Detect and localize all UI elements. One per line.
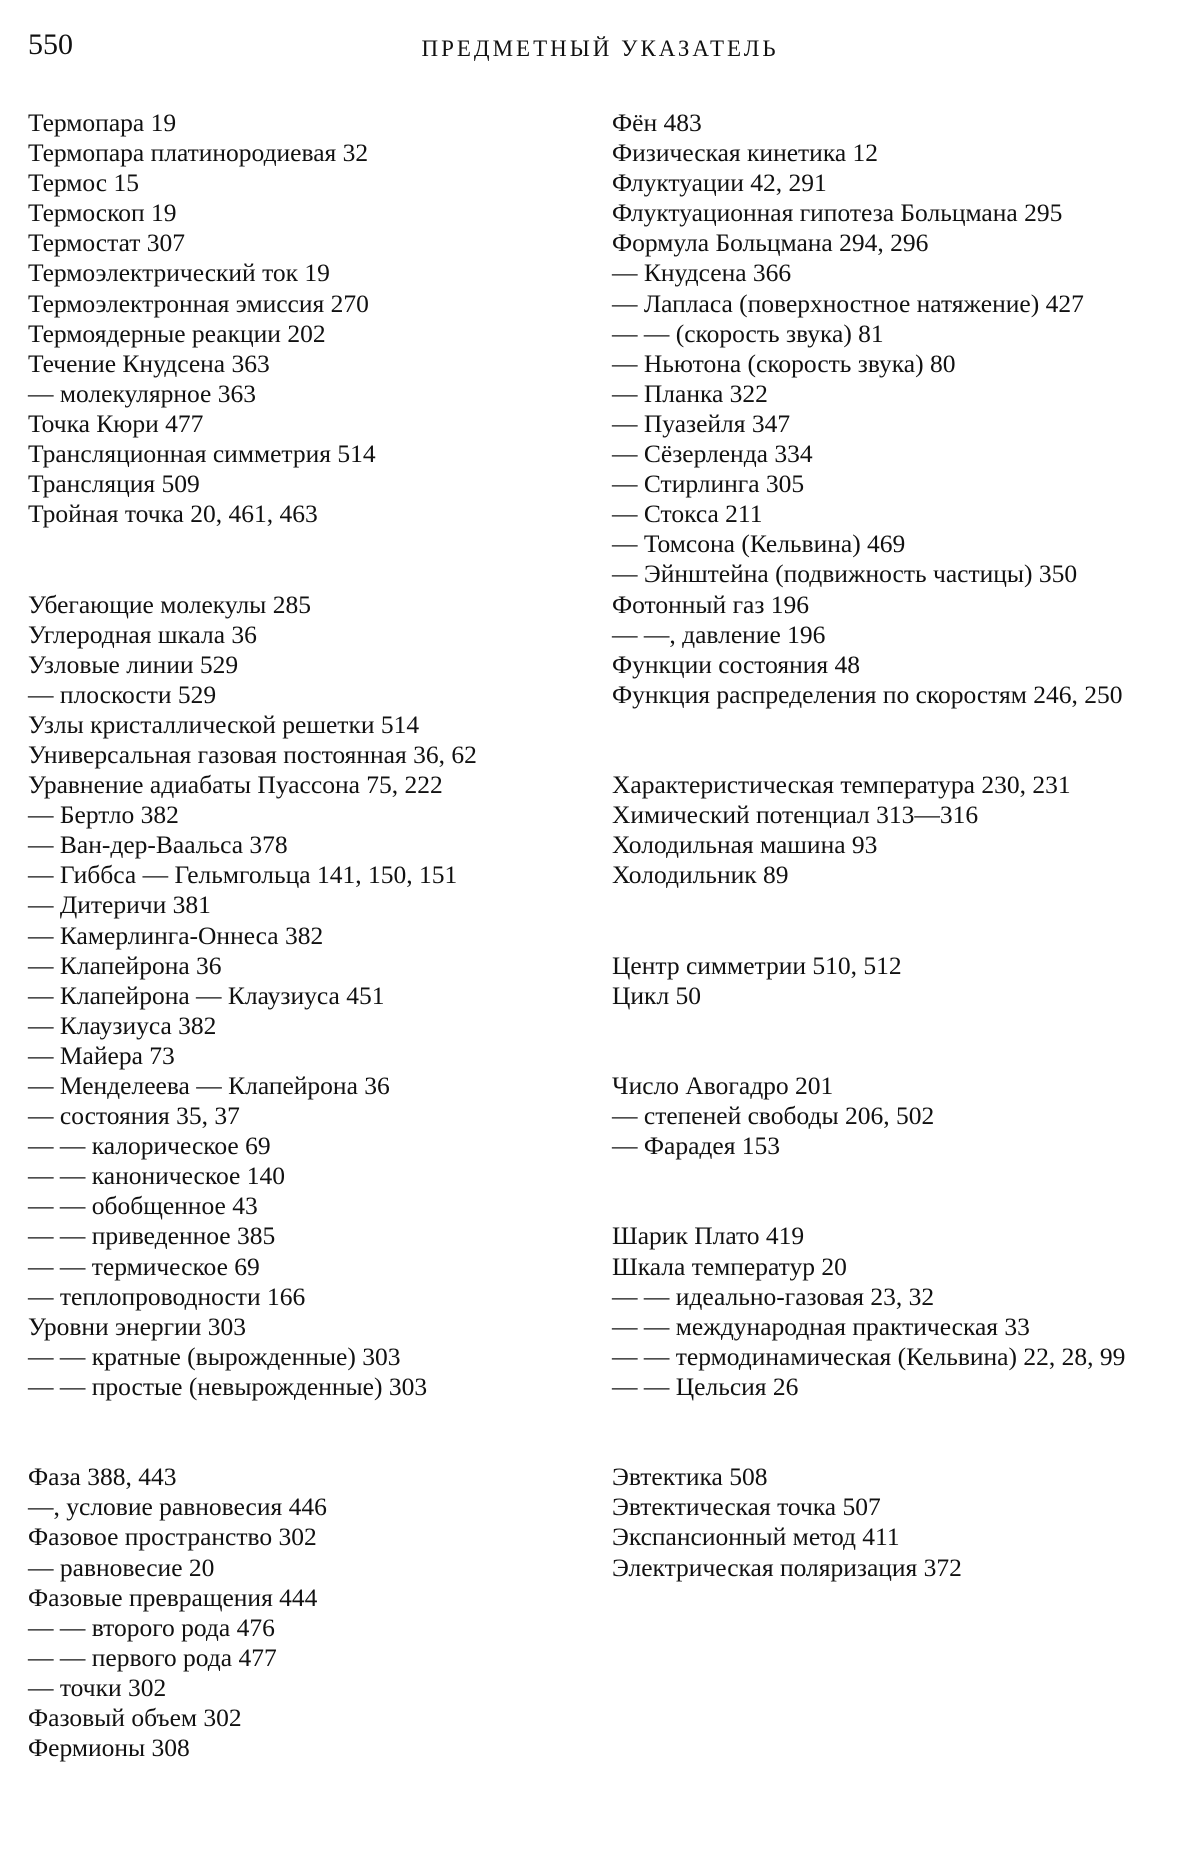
index-entry: Холодильник 89 (612, 860, 789, 890)
index-entry: Термоэлектронная эмиссия 270 (28, 288, 369, 318)
index-entry: Фён 483 (612, 108, 702, 137)
index-entry: — — второго рода 476 (28, 1612, 275, 1642)
index-entry: Термос 15 (28, 168, 140, 198)
index-entry: — Камерлинга-Оннеса 382 (28, 920, 324, 950)
index-entry: — Дитеричи 381 (28, 890, 211, 920)
index-entry: — — международная практическая 33 (612, 1311, 1030, 1341)
index-entry: — состояния 35, 37 (28, 1101, 240, 1131)
index-entry: Уровни энергии 303 (28, 1311, 247, 1341)
index-entry: — Томсона (Кельвина) 469 (612, 529, 906, 559)
index-entry: — — обобщенное 43 (28, 1191, 258, 1221)
index-entry: — Менделеева — Клапейрона 36 (28, 1071, 390, 1100)
index-entry: — Майера 73 (28, 1040, 175, 1070)
index-entry: Фаза 388, 443 (28, 1462, 177, 1492)
index-entry: — — приведенное 385 (28, 1221, 276, 1251)
index-entry: — Пуазейля 347 (612, 408, 791, 438)
index-entry: Течение Кнудсена 363 (28, 348, 270, 378)
index-entry: — — идеально-газовая 23, 32 (612, 1281, 935, 1311)
index-entry: Химический потенциал 313—316 (612, 800, 979, 830)
index-entry: Трансляция 509 (28, 469, 200, 499)
index-entry: — — Цельсия 26 (612, 1371, 799, 1401)
section-gap (612, 1161, 1144, 1221)
index-entry: Тройная точка 20, 461, 463 (28, 499, 318, 529)
index-entry: Термоскоп 19 (28, 198, 177, 228)
section-gap (612, 710, 1144, 770)
index-entry: Углеродная шкала 36 (28, 619, 257, 649)
index-entry: — Фарадея 153 (612, 1131, 781, 1161)
index-entry: Экспансионный метод 411 (612, 1522, 900, 1552)
index-entry: — Эйнштейна (подвижность частицы) 350 (612, 559, 1078, 589)
index-entry: — Ван-дер-Ваальса 378 (28, 830, 288, 860)
index-entry: Точка Кюри 477 (28, 408, 204, 438)
index-entry: — — простые (невырожденные) 303 (28, 1371, 428, 1401)
index-entry: Функции состояния 48 (612, 649, 860, 679)
running-head: ПРЕДМЕТНЫЙ УКАЗАТЕЛЬ (421, 36, 779, 61)
index-entry: Флуктуации 42, 291 (612, 168, 827, 198)
section-gap (28, 1402, 568, 1462)
index-entry: — —, давление 196 (612, 619, 826, 649)
index-entry: — Клапейрона — Клаузиуса 451 (28, 980, 385, 1010)
index-entry: Шкала температур 20 (612, 1251, 847, 1281)
index-entry: Термопара 19 (28, 108, 177, 137)
page-number: 550 (28, 28, 73, 61)
index-entry: Цикл 50 (612, 980, 702, 1010)
section-gap (612, 890, 1144, 950)
index-entry: — — термодинамическая (Кельвина) 22, 28, 99 (612, 1341, 1126, 1371)
index-entry: — Бертло 382 (28, 800, 179, 830)
index-column-left (28, 108, 568, 1763)
index-entry: Эвтектика 508 (612, 1462, 768, 1492)
index-entry: Термостат 307 (28, 228, 186, 258)
index-entry: — Клапейрона 36 (28, 950, 222, 980)
index-entry: — Гиббса — Гельмгольца 141, 150, 151 (28, 860, 458, 890)
index-entry: — — первого рода 477 (28, 1642, 277, 1672)
index-entry: — Планка 322 (612, 378, 768, 408)
index-entry: —, условие равновесия 446 (28, 1492, 327, 1522)
index-entry: Функция распределения по скоростям 246, 250 (612, 679, 1123, 709)
index-entry: Физическая кинетика 12 (612, 138, 879, 168)
index-entry: Эвтектическая точка 507 (612, 1492, 881, 1522)
index-entry: Холодильная машина 93 (612, 830, 878, 860)
index-entry: — степеней свободы 206, 502 (612, 1101, 935, 1131)
index-entry: Фазовое пространство 302 (28, 1522, 317, 1552)
index-entry: — плоскости 529 (28, 679, 217, 709)
index-entry: Узлы кристаллической решетки 514 (28, 709, 420, 739)
index-entry: Термоэлектрический ток 19 (28, 258, 330, 288)
index-entry: — равновесие 20 (28, 1552, 215, 1582)
index-entry: Шарик Плато 419 (612, 1221, 805, 1251)
index-entry: — Стирлинга 305 (612, 469, 805, 499)
index-entry: — — термическое 69 (28, 1251, 260, 1281)
index-entry: Убегающие молекулы 285 (28, 589, 311, 619)
index-entry: — — калорическое 69 (28, 1131, 271, 1161)
index-entry: — Кнудсена 366 (612, 258, 792, 288)
index-entry: — молекулярное 363 (28, 378, 256, 408)
index-entry: Фермионы 308 (28, 1733, 190, 1763)
section-gap (28, 529, 568, 589)
index-entry: — Стокса 211 (612, 499, 763, 529)
index-entry: — — кратные (вырожденные) 303 (28, 1341, 401, 1371)
index-entry: Число Авогадро 201 (612, 1071, 834, 1100)
index-entry: — Лапласа (поверхностное натяжение) 427 (612, 288, 1084, 318)
index-entry: Термопара платинородиевая 32 (28, 138, 369, 168)
index-entry: Универсальная газовая постоянная 36, 62 (28, 739, 477, 769)
index-entry: Уравнение адиабаты Пуассона 75, 222 (28, 770, 443, 800)
index-entry: — — каноническое 140 (28, 1161, 285, 1191)
index-entry: Трансляционная симметрия 514 (28, 439, 376, 469)
index-entry: Флуктуационная гипотеза Больцмана 295 (612, 198, 1063, 228)
index-entry: Характеристическая температура 230, 231 (612, 770, 1071, 800)
index-column-right (612, 108, 1144, 1583)
index-entry: Термоядерные реакции 202 (28, 318, 326, 348)
index-entry: — теплопроводности 166 (28, 1281, 306, 1311)
section-gap (612, 1011, 1144, 1071)
index-entry: Фотонный газ 196 (612, 589, 810, 619)
index-entry: — Сёзерленда 334 (612, 439, 813, 469)
index-entry: — — (скорость звука) 81 (612, 318, 884, 348)
index-entry: Узловые линии 529 (28, 649, 239, 679)
index-entry: Фазовые превращения 444 (28, 1582, 318, 1612)
index-entry: Фазовый объем 302 (28, 1702, 242, 1732)
section-gap (612, 1402, 1144, 1462)
index-entry: Формула Больцмана 294, 296 (612, 228, 929, 258)
index-entry: — Ньютона (скорость звука) 80 (612, 348, 956, 378)
index-entry: — точки 302 (28, 1672, 167, 1702)
index-entry: Электрическая поляризация 372 (612, 1552, 962, 1582)
index-entry: Центр симметрии 510, 512 (612, 950, 902, 980)
index-entry: — Клаузиуса 382 (28, 1010, 217, 1040)
